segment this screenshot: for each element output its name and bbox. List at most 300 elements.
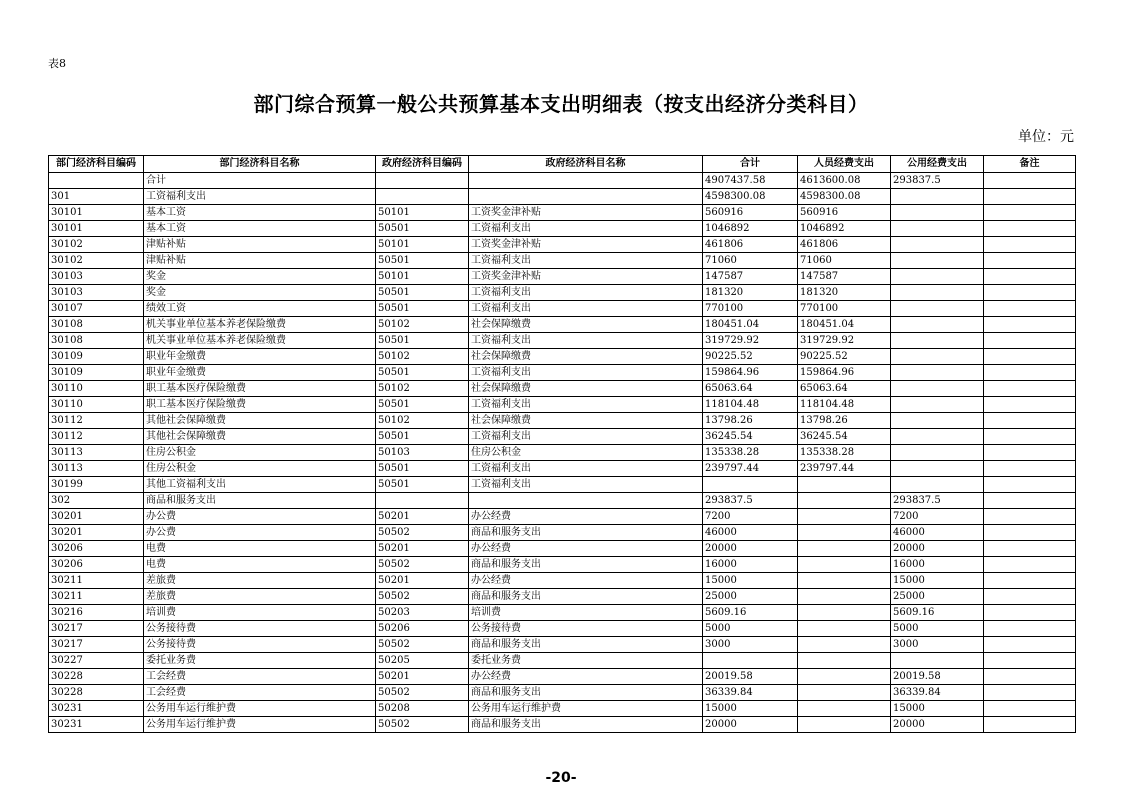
table-cell: 90225.52 [798, 349, 891, 365]
table-cell: 30206 [49, 557, 144, 573]
table-row [49, 221, 1076, 237]
table-cell: 20019.58 [703, 669, 798, 685]
table-cell [984, 653, 1076, 669]
table-row [49, 285, 1076, 301]
table-cell: 办公经费 [469, 573, 703, 589]
budget-detail-table [48, 155, 1076, 733]
table-cell [798, 477, 891, 493]
table-row [49, 621, 1076, 637]
table-cell: 20000 [891, 717, 984, 733]
table-cell [798, 637, 891, 653]
table-cell: 50102 [376, 317, 469, 333]
table-cell [891, 189, 984, 205]
table-row [49, 301, 1076, 317]
table-cell [469, 173, 703, 189]
table-cell [798, 557, 891, 573]
table-cell: 25000 [891, 589, 984, 605]
table-cell: 办公费 [144, 509, 376, 525]
table-cell: 30107 [49, 301, 144, 317]
table-cell: 13798.26 [798, 413, 891, 429]
table-cell: 50102 [376, 381, 469, 397]
unit-value: 元 [1060, 129, 1074, 145]
table-cell: 71060 [703, 253, 798, 269]
table-cell: 181320 [703, 285, 798, 301]
table-cell: 30108 [49, 333, 144, 349]
unit-label-text: 单位： [1018, 129, 1060, 145]
table-cell: 30101 [49, 221, 144, 237]
table-row [49, 557, 1076, 573]
table-cell: 302 [49, 493, 144, 509]
table-cell: 20000 [703, 717, 798, 733]
table-row [49, 429, 1076, 445]
table-cell [703, 653, 798, 669]
table-cell: 50502 [376, 589, 469, 605]
table-cell [984, 509, 1076, 525]
table-cell: 委托业务费 [144, 653, 376, 669]
table-row [49, 589, 1076, 605]
table-cell: 工资奖金津补贴 [469, 269, 703, 285]
table-cell: 30103 [49, 285, 144, 301]
column-header: 部门经济科目名称 [144, 156, 376, 173]
table-cell [891, 269, 984, 285]
table-cell [984, 525, 1076, 541]
table-cell: 公务用车运行维护费 [144, 717, 376, 733]
table-cell [984, 493, 1076, 509]
table-cell: 公务用车运行维护费 [469, 701, 703, 717]
table-cell [798, 621, 891, 637]
page-title: 部门综合预算一般公共预算基本支出明细表（按支出经济分类科目） [253, 92, 869, 116]
table-cell: 其他工资福利支出 [144, 477, 376, 493]
table-cell [984, 301, 1076, 317]
table-cell: 46000 [891, 525, 984, 541]
table-row [49, 525, 1076, 541]
table-row [49, 173, 1076, 189]
table-cell: 293837.5 [891, 173, 984, 189]
table-cell [798, 669, 891, 685]
table-cell: 159864.96 [703, 365, 798, 381]
column-header: 政府经济科目名称 [469, 156, 703, 173]
table-cell: 30113 [49, 445, 144, 461]
table-cell [891, 317, 984, 333]
table-cell: 50203 [376, 605, 469, 621]
table-cell: 50206 [376, 621, 469, 637]
table-cell: 13798.26 [703, 413, 798, 429]
table-cell: 90225.52 [703, 349, 798, 365]
table-cell [703, 477, 798, 493]
table-cell: 5000 [703, 621, 798, 637]
table-cell: 50501 [376, 365, 469, 381]
table-cell: 培训费 [469, 605, 703, 621]
table-cell: 工资福利支出 [469, 429, 703, 445]
table-cell [798, 589, 891, 605]
table-cell: 135338.28 [703, 445, 798, 461]
table-cell: 住房公积金 [144, 445, 376, 461]
table-cell: 36245.54 [798, 429, 891, 445]
table-cell [891, 333, 984, 349]
table-cell [798, 605, 891, 621]
table-cell: 培训费 [144, 605, 376, 621]
table-cell: 71060 [798, 253, 891, 269]
table-cell: 30216 [49, 605, 144, 621]
table-cell [984, 717, 1076, 733]
table-cell [891, 429, 984, 445]
table-cell: 工资福利支出 [469, 365, 703, 381]
table-cell: 7200 [703, 509, 798, 525]
table-row [49, 413, 1076, 429]
table-cell: 461806 [703, 237, 798, 253]
table-cell: 461806 [798, 237, 891, 253]
table-cell [376, 173, 469, 189]
table-cell: 商品和服务支出 [469, 717, 703, 733]
table-cell: 委托业务费 [469, 653, 703, 669]
table-cell: 770100 [703, 301, 798, 317]
table-cell [798, 685, 891, 701]
table-cell: 30231 [49, 717, 144, 733]
table-cell [984, 669, 1076, 685]
table-cell: 147587 [798, 269, 891, 285]
table-cell: 住房公积金 [144, 461, 376, 477]
table-row [49, 637, 1076, 653]
table-cell: 20000 [703, 541, 798, 557]
table-cell: 30228 [49, 685, 144, 701]
table-cell: 30113 [49, 461, 144, 477]
column-header: 合计 [703, 156, 798, 173]
table-cell: 工资福利支出 [469, 333, 703, 349]
table-row [49, 717, 1076, 733]
table-cell: 65063.64 [798, 381, 891, 397]
table-cell: 50102 [376, 349, 469, 365]
table-cell: 社会保障缴费 [469, 413, 703, 429]
table-cell: 135338.28 [798, 445, 891, 461]
table-cell: 机关事业单位基本养老保险缴费 [144, 333, 376, 349]
table-cell [891, 445, 984, 461]
table-cell: 30228 [49, 669, 144, 685]
table-cell: 公务接待费 [144, 621, 376, 637]
table-header-row [49, 156, 1076, 173]
column-header: 人员经费支出 [798, 156, 891, 173]
table-row [49, 701, 1076, 717]
table-cell [984, 621, 1076, 637]
table-cell: 其他社会保障缴费 [144, 429, 376, 445]
table-number: 表8 [48, 57, 66, 70]
table-cell: 46000 [703, 525, 798, 541]
unit-label [1018, 126, 1074, 146]
table-cell: 560916 [798, 205, 891, 221]
table-cell: 50501 [376, 461, 469, 477]
table-cell: 公务用车运行维护费 [144, 701, 376, 717]
table-cell [984, 429, 1076, 445]
table-row [49, 509, 1076, 525]
table-cell: 30201 [49, 525, 144, 541]
table-cell: 办公经费 [469, 509, 703, 525]
table-cell [984, 237, 1076, 253]
table-cell [798, 573, 891, 589]
table-cell [798, 493, 891, 509]
table-cell: 办公经费 [469, 541, 703, 557]
table-cell: 职业年金缴费 [144, 365, 376, 381]
table-cell [984, 477, 1076, 493]
table-cell: 147587 [703, 269, 798, 285]
table-cell: 工资奖金津补贴 [469, 237, 703, 253]
table-row [49, 333, 1076, 349]
table-cell [376, 493, 469, 509]
table-cell: 电费 [144, 557, 376, 573]
table-cell [984, 205, 1076, 221]
table-row [49, 445, 1076, 461]
table-cell: 公务接待费 [469, 621, 703, 637]
table-cell [891, 237, 984, 253]
table-cell [891, 477, 984, 493]
table-cell: 560916 [703, 205, 798, 221]
table-cell: 20000 [891, 541, 984, 557]
table-cell: 职工基本医疗保险缴费 [144, 397, 376, 413]
table-cell [984, 445, 1076, 461]
table-cell: 50201 [376, 509, 469, 525]
table-cell [891, 381, 984, 397]
table-cell [984, 557, 1076, 573]
table-cell: 3000 [703, 637, 798, 653]
table-cell [891, 365, 984, 381]
table-cell: 7200 [891, 509, 984, 525]
table-cell: 职业年金缴费 [144, 349, 376, 365]
table-cell [891, 397, 984, 413]
table-cell: 770100 [798, 301, 891, 317]
table-body [49, 173, 1076, 733]
table-cell: 奖金 [144, 285, 376, 301]
table-cell [798, 653, 891, 669]
table-cell: 30112 [49, 429, 144, 445]
column-header: 公用经费支出 [891, 156, 984, 173]
table-cell [984, 461, 1076, 477]
table-cell: 办公经费 [469, 669, 703, 685]
table-cell: 5609.16 [703, 605, 798, 621]
table-cell: 50101 [376, 205, 469, 221]
table-cell [984, 413, 1076, 429]
table-cell [798, 509, 891, 525]
table-cell: 住房公积金 [469, 445, 703, 461]
table-cell: 50502 [376, 525, 469, 541]
table-cell [984, 189, 1076, 205]
table-cell: 36339.84 [703, 685, 798, 701]
table-cell [984, 365, 1076, 381]
table-cell: 30109 [49, 365, 144, 381]
table-cell: 机关事业单位基本养老保险缴费 [144, 317, 376, 333]
table-cell: 50103 [376, 445, 469, 461]
table-cell: 30206 [49, 541, 144, 557]
table-cell: 工资福利支出 [469, 221, 703, 237]
table-cell [984, 589, 1076, 605]
table-cell: 津贴补贴 [144, 253, 376, 269]
table-row [49, 573, 1076, 589]
table-cell: 50501 [376, 253, 469, 269]
table-cell: 5609.16 [891, 605, 984, 621]
table-row [49, 477, 1076, 493]
column-header: 政府经济科目编码 [376, 156, 469, 173]
column-header: 备注 [984, 156, 1076, 173]
table-cell: 15000 [891, 701, 984, 717]
table-cell: 5000 [891, 621, 984, 637]
table-row [49, 685, 1076, 701]
table-row [49, 381, 1076, 397]
table-cell: 50502 [376, 685, 469, 701]
table-cell: 50102 [376, 413, 469, 429]
table-cell: 30199 [49, 477, 144, 493]
table-cell: 工资福利支出 [469, 285, 703, 301]
table-cell: 50201 [376, 541, 469, 557]
table-cell: 商品和服务支出 [469, 557, 703, 573]
table-cell: 50502 [376, 557, 469, 573]
table-cell: 50205 [376, 653, 469, 669]
table-row [49, 493, 1076, 509]
table-cell: 30110 [49, 381, 144, 397]
table-cell [984, 637, 1076, 653]
table-cell: 商品和服务支出 [469, 637, 703, 653]
table-cell: 工资福利支出 [469, 461, 703, 477]
table-cell: 50101 [376, 269, 469, 285]
table-cell [984, 605, 1076, 621]
table-cell: 30101 [49, 205, 144, 221]
table-cell [984, 397, 1076, 413]
table-cell: 30211 [49, 589, 144, 605]
table-cell: 30110 [49, 397, 144, 413]
table-cell: 差旅费 [144, 589, 376, 605]
table-cell: 239797.44 [703, 461, 798, 477]
table-cell: 118104.48 [798, 397, 891, 413]
table-cell: 16000 [891, 557, 984, 573]
table-cell: 15000 [891, 573, 984, 589]
table-cell: 50502 [376, 717, 469, 733]
table-cell: 合计 [144, 173, 376, 189]
table-row [49, 653, 1076, 669]
table-cell [891, 461, 984, 477]
table-cell: 1046892 [703, 221, 798, 237]
table-cell [984, 349, 1076, 365]
table-cell: 社会保障缴费 [469, 349, 703, 365]
table-cell: 30102 [49, 253, 144, 269]
table-cell [891, 253, 984, 269]
table-cell: 职工基本医疗保险缴费 [144, 381, 376, 397]
table-cell: 50208 [376, 701, 469, 717]
table-cell: 30231 [49, 701, 144, 717]
table-cell: 工资福利支出 [469, 477, 703, 493]
table-row [49, 669, 1076, 685]
table-cell: 293837.5 [891, 493, 984, 509]
table-cell: 绩效工资 [144, 301, 376, 317]
table-cell [984, 685, 1076, 701]
table-cell: 4598300.08 [703, 189, 798, 205]
table-cell: 30217 [49, 637, 144, 653]
table-cell [798, 701, 891, 717]
table-cell: 办公费 [144, 525, 376, 541]
table-cell: 50201 [376, 573, 469, 589]
table-cell [891, 221, 984, 237]
table-row [49, 541, 1076, 557]
table-cell [984, 221, 1076, 237]
table-cell [984, 253, 1076, 269]
table-cell: 20019.58 [891, 669, 984, 685]
table-cell: 50501 [376, 333, 469, 349]
page-number: -20- [545, 770, 577, 786]
table-cell: 电费 [144, 541, 376, 557]
table-cell: 4598300.08 [798, 189, 891, 205]
table-row [49, 253, 1076, 269]
table-cell: 16000 [703, 557, 798, 573]
table-cell: 319729.92 [798, 333, 891, 349]
table-cell: 180451.04 [703, 317, 798, 333]
column-header: 部门经济科目编码 [49, 156, 144, 173]
table-cell [891, 285, 984, 301]
table-cell [891, 301, 984, 317]
table-cell: 30201 [49, 509, 144, 525]
table-cell: 商品和服务支出 [144, 493, 376, 509]
table-row [49, 605, 1076, 621]
table-cell: 30227 [49, 653, 144, 669]
table-cell: 商品和服务支出 [469, 525, 703, 541]
table-cell: 36339.84 [891, 685, 984, 701]
table-cell: 30217 [49, 621, 144, 637]
table-cell: 工资福利支出 [144, 189, 376, 205]
table-cell [891, 413, 984, 429]
table-cell: 工资福利支出 [469, 397, 703, 413]
table-row [49, 189, 1076, 205]
table-cell: 30103 [49, 269, 144, 285]
table-cell: 其他社会保障缴费 [144, 413, 376, 429]
table-cell: 社会保障缴费 [469, 317, 703, 333]
table-cell [891, 653, 984, 669]
table-cell: 差旅费 [144, 573, 376, 589]
table-cell: 3000 [891, 637, 984, 653]
table-cell: 50501 [376, 429, 469, 445]
table-cell [469, 189, 703, 205]
table-cell: 30112 [49, 413, 144, 429]
table-cell: 25000 [703, 589, 798, 605]
table-cell [891, 205, 984, 221]
table-cell [798, 717, 891, 733]
table-cell: 30211 [49, 573, 144, 589]
table-row [49, 461, 1076, 477]
table-cell: 319729.92 [703, 333, 798, 349]
table-cell: 50501 [376, 477, 469, 493]
table-cell: 50501 [376, 221, 469, 237]
table-row [49, 269, 1076, 285]
table-cell: 基本工资 [144, 205, 376, 221]
table-cell: 工资福利支出 [469, 301, 703, 317]
table-cell: 239797.44 [798, 461, 891, 477]
table-cell: 奖金 [144, 269, 376, 285]
table-cell: 工会经费 [144, 669, 376, 685]
table-cell: 65063.64 [703, 381, 798, 397]
table-row [49, 205, 1076, 221]
table-cell [984, 381, 1076, 397]
table-cell: 118104.48 [703, 397, 798, 413]
table-cell [376, 189, 469, 205]
table-cell: 293837.5 [703, 493, 798, 509]
table-cell: 50101 [376, 237, 469, 253]
table-cell: 津贴补贴 [144, 237, 376, 253]
table-cell: 公务接待费 [144, 637, 376, 653]
table-cell [984, 573, 1076, 589]
table-cell: 181320 [798, 285, 891, 301]
table-cell [984, 173, 1076, 189]
table-cell: 基本工资 [144, 221, 376, 237]
table-cell: 商品和服务支出 [469, 589, 703, 605]
table-row [49, 365, 1076, 381]
table-cell: 1046892 [798, 221, 891, 237]
table-cell [984, 317, 1076, 333]
table-row [49, 397, 1076, 413]
table-cell [49, 173, 144, 189]
table-cell: 工资奖金津补贴 [469, 205, 703, 221]
